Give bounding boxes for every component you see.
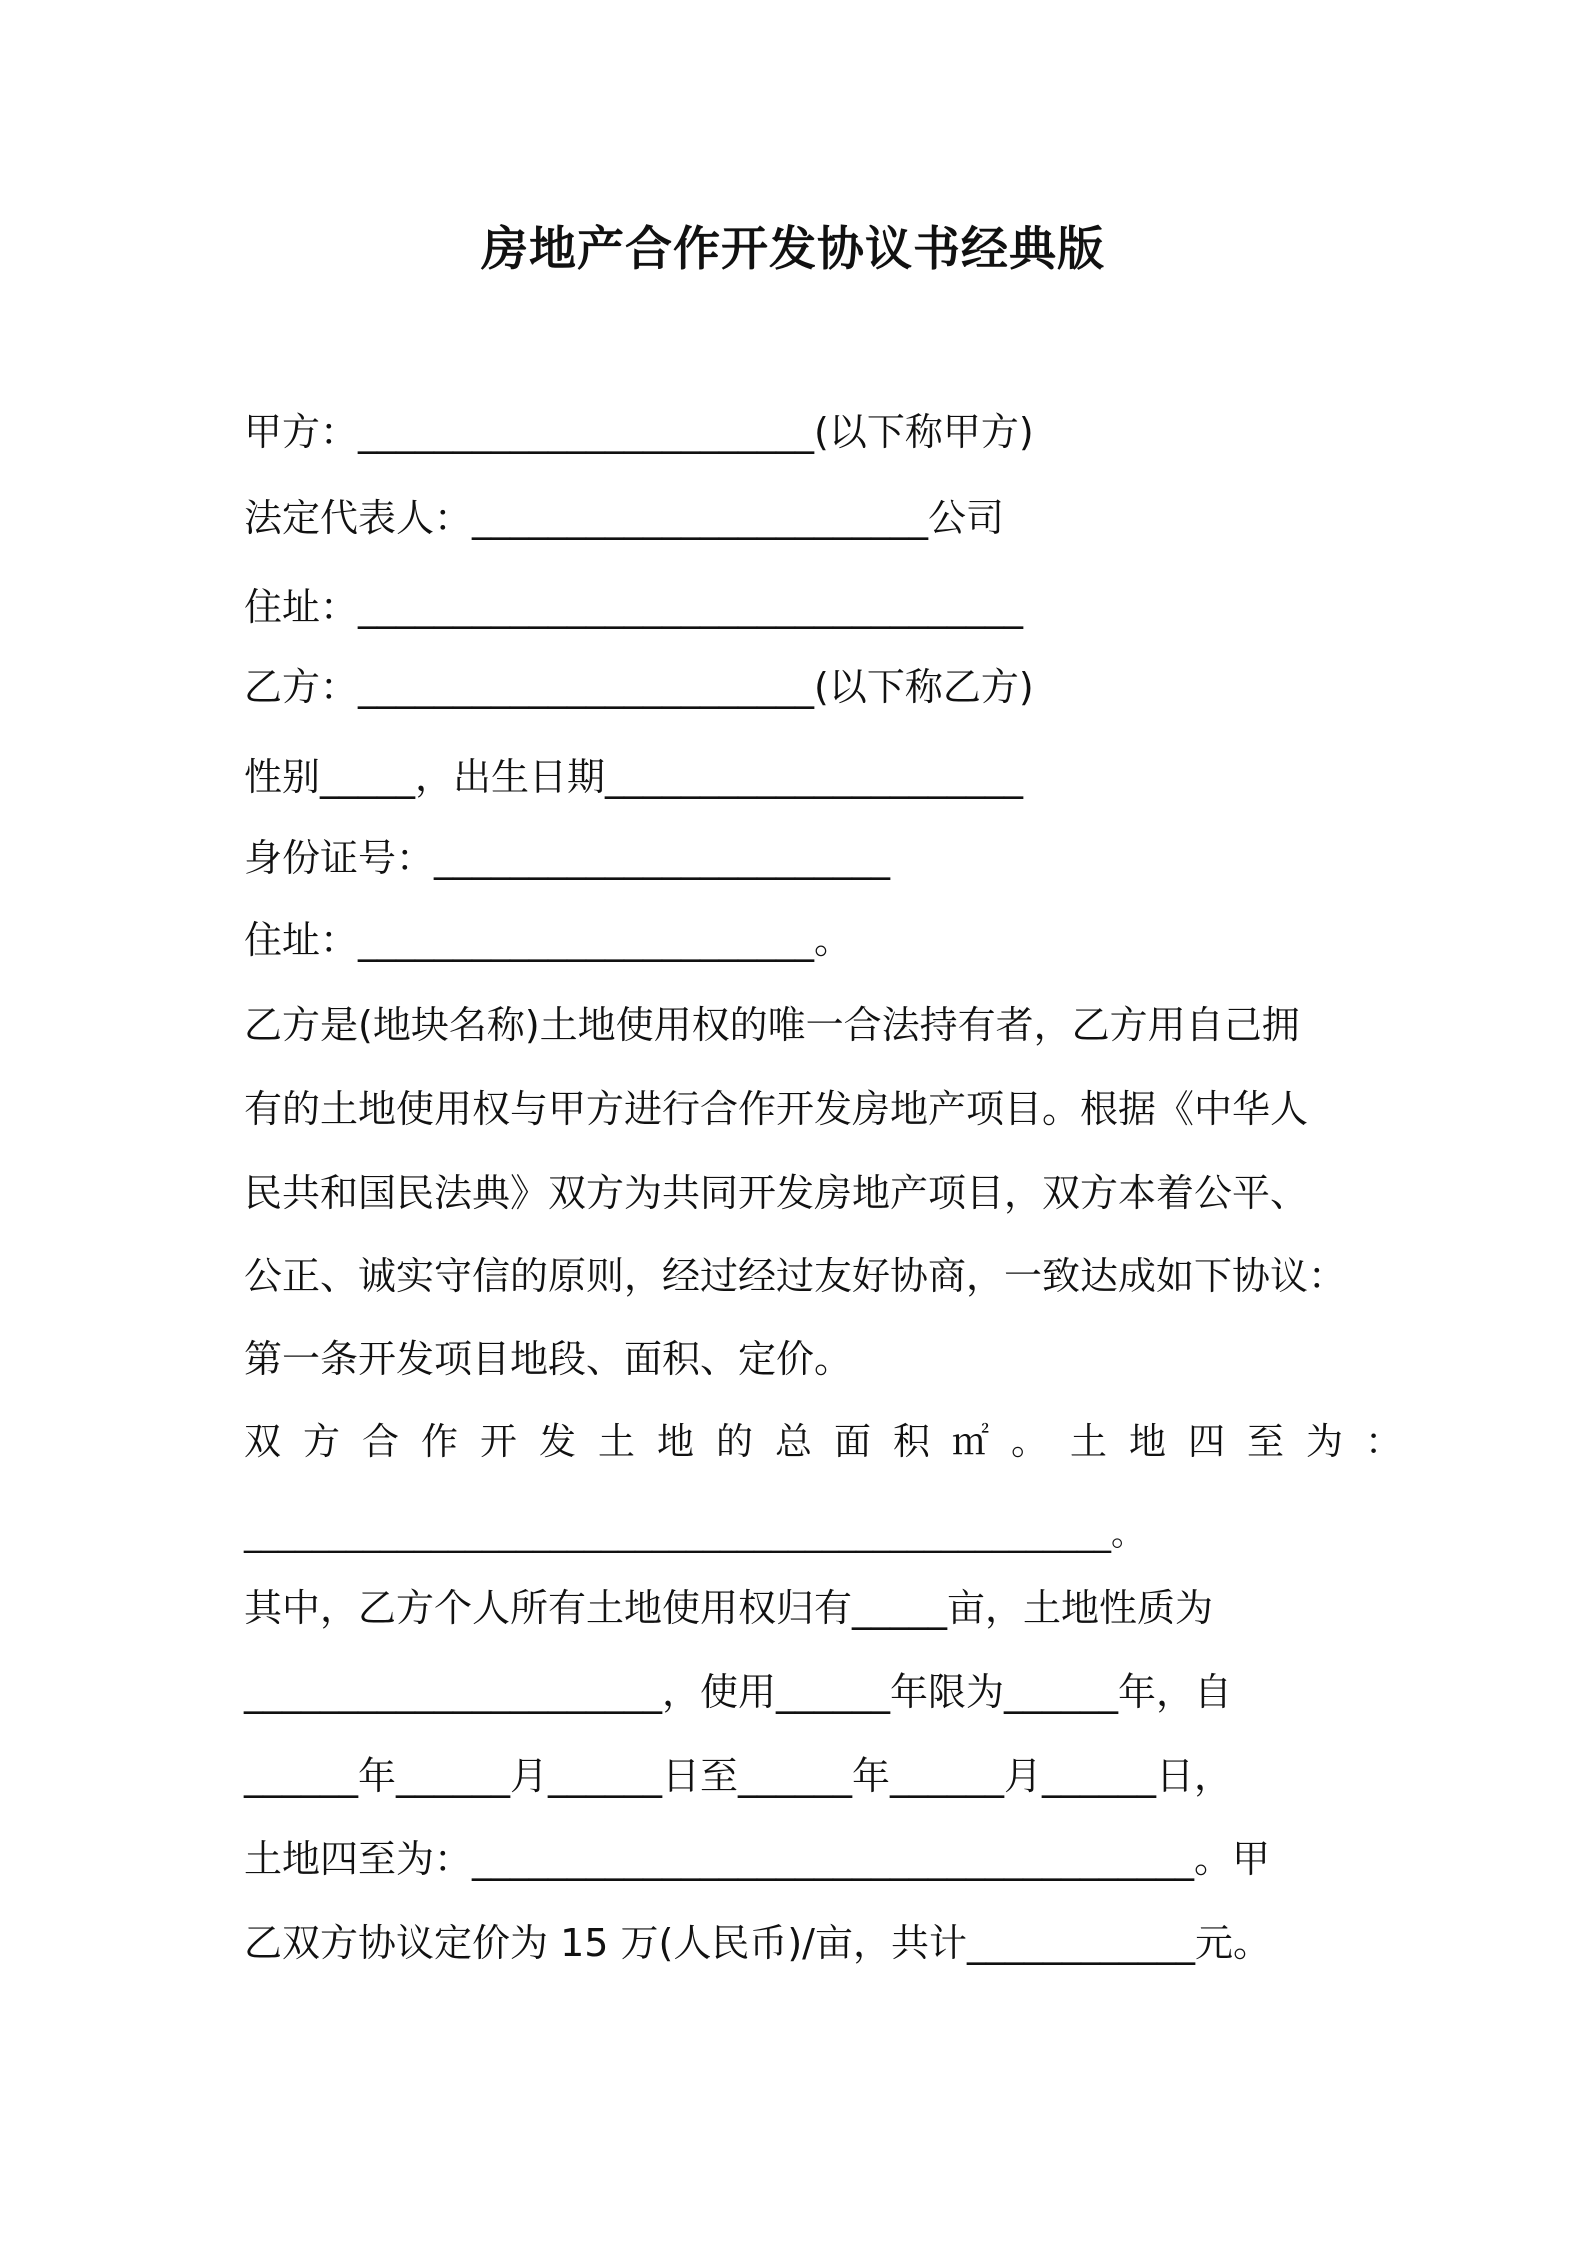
paragraph-line: 土地四至为：______________________________________。甲: [244, 1837, 1271, 1881]
paragraph-line: ______________________，使用______年限为______年，自: [244, 1670, 1233, 1714]
gender-birthdate-line: 性别_____，出生日期______________________: [244, 755, 1024, 799]
id-number-line: 身份证号：________________________: [244, 836, 891, 880]
party-a-line: 甲方：________________________(以下称甲方): [244, 410, 1034, 454]
paragraph-line: 其中，乙方个人所有土地使用权归有_____亩，土地性质为: [244, 1586, 1214, 1630]
paragraph-line: 乙双方协议定价为 15 万(人民币)/亩，共计____________元。: [244, 1921, 1271, 1965]
paragraph-line: 双方合作开发土地的总面积㎡。土地四至为：: [244, 1420, 1424, 1463]
paragraph-line: 乙方是(地块名称)土地使用权的唯一合法持有者，乙方用自己拥: [244, 1003, 1300, 1047]
document-title: 房地产合作开发协议书经典版: [481, 222, 1105, 277]
party-a-address-line: 住址：___________________________________: [244, 585, 1024, 629]
party-b-line: 乙方：________________________(以下称乙方): [244, 665, 1034, 709]
paragraph-line: 公正、诚实守信的原则，经过经过友好协商，一致达成如下协议：: [244, 1254, 1347, 1298]
paragraph-line: ______年______月______日至______年______月______日，: [244, 1754, 1233, 1798]
paragraph-line: 有的土地使用权与甲方进行合作开发房地产项目。根据《中华人: [244, 1087, 1309, 1131]
article-one-heading: 第一条开发项目地段、面积、定价。: [244, 1337, 853, 1381]
legal-representative-line: 法定代表人：________________________公司: [244, 496, 1005, 540]
blank-line: ___________________________________________________。: [244, 1514, 1145, 1554]
party-b-address-line: 住址：________________________。: [244, 918, 853, 962]
paragraph-line: 民共和国民法典》双方为共同开发房地产项目，双方本着公平、: [244, 1171, 1309, 1215]
